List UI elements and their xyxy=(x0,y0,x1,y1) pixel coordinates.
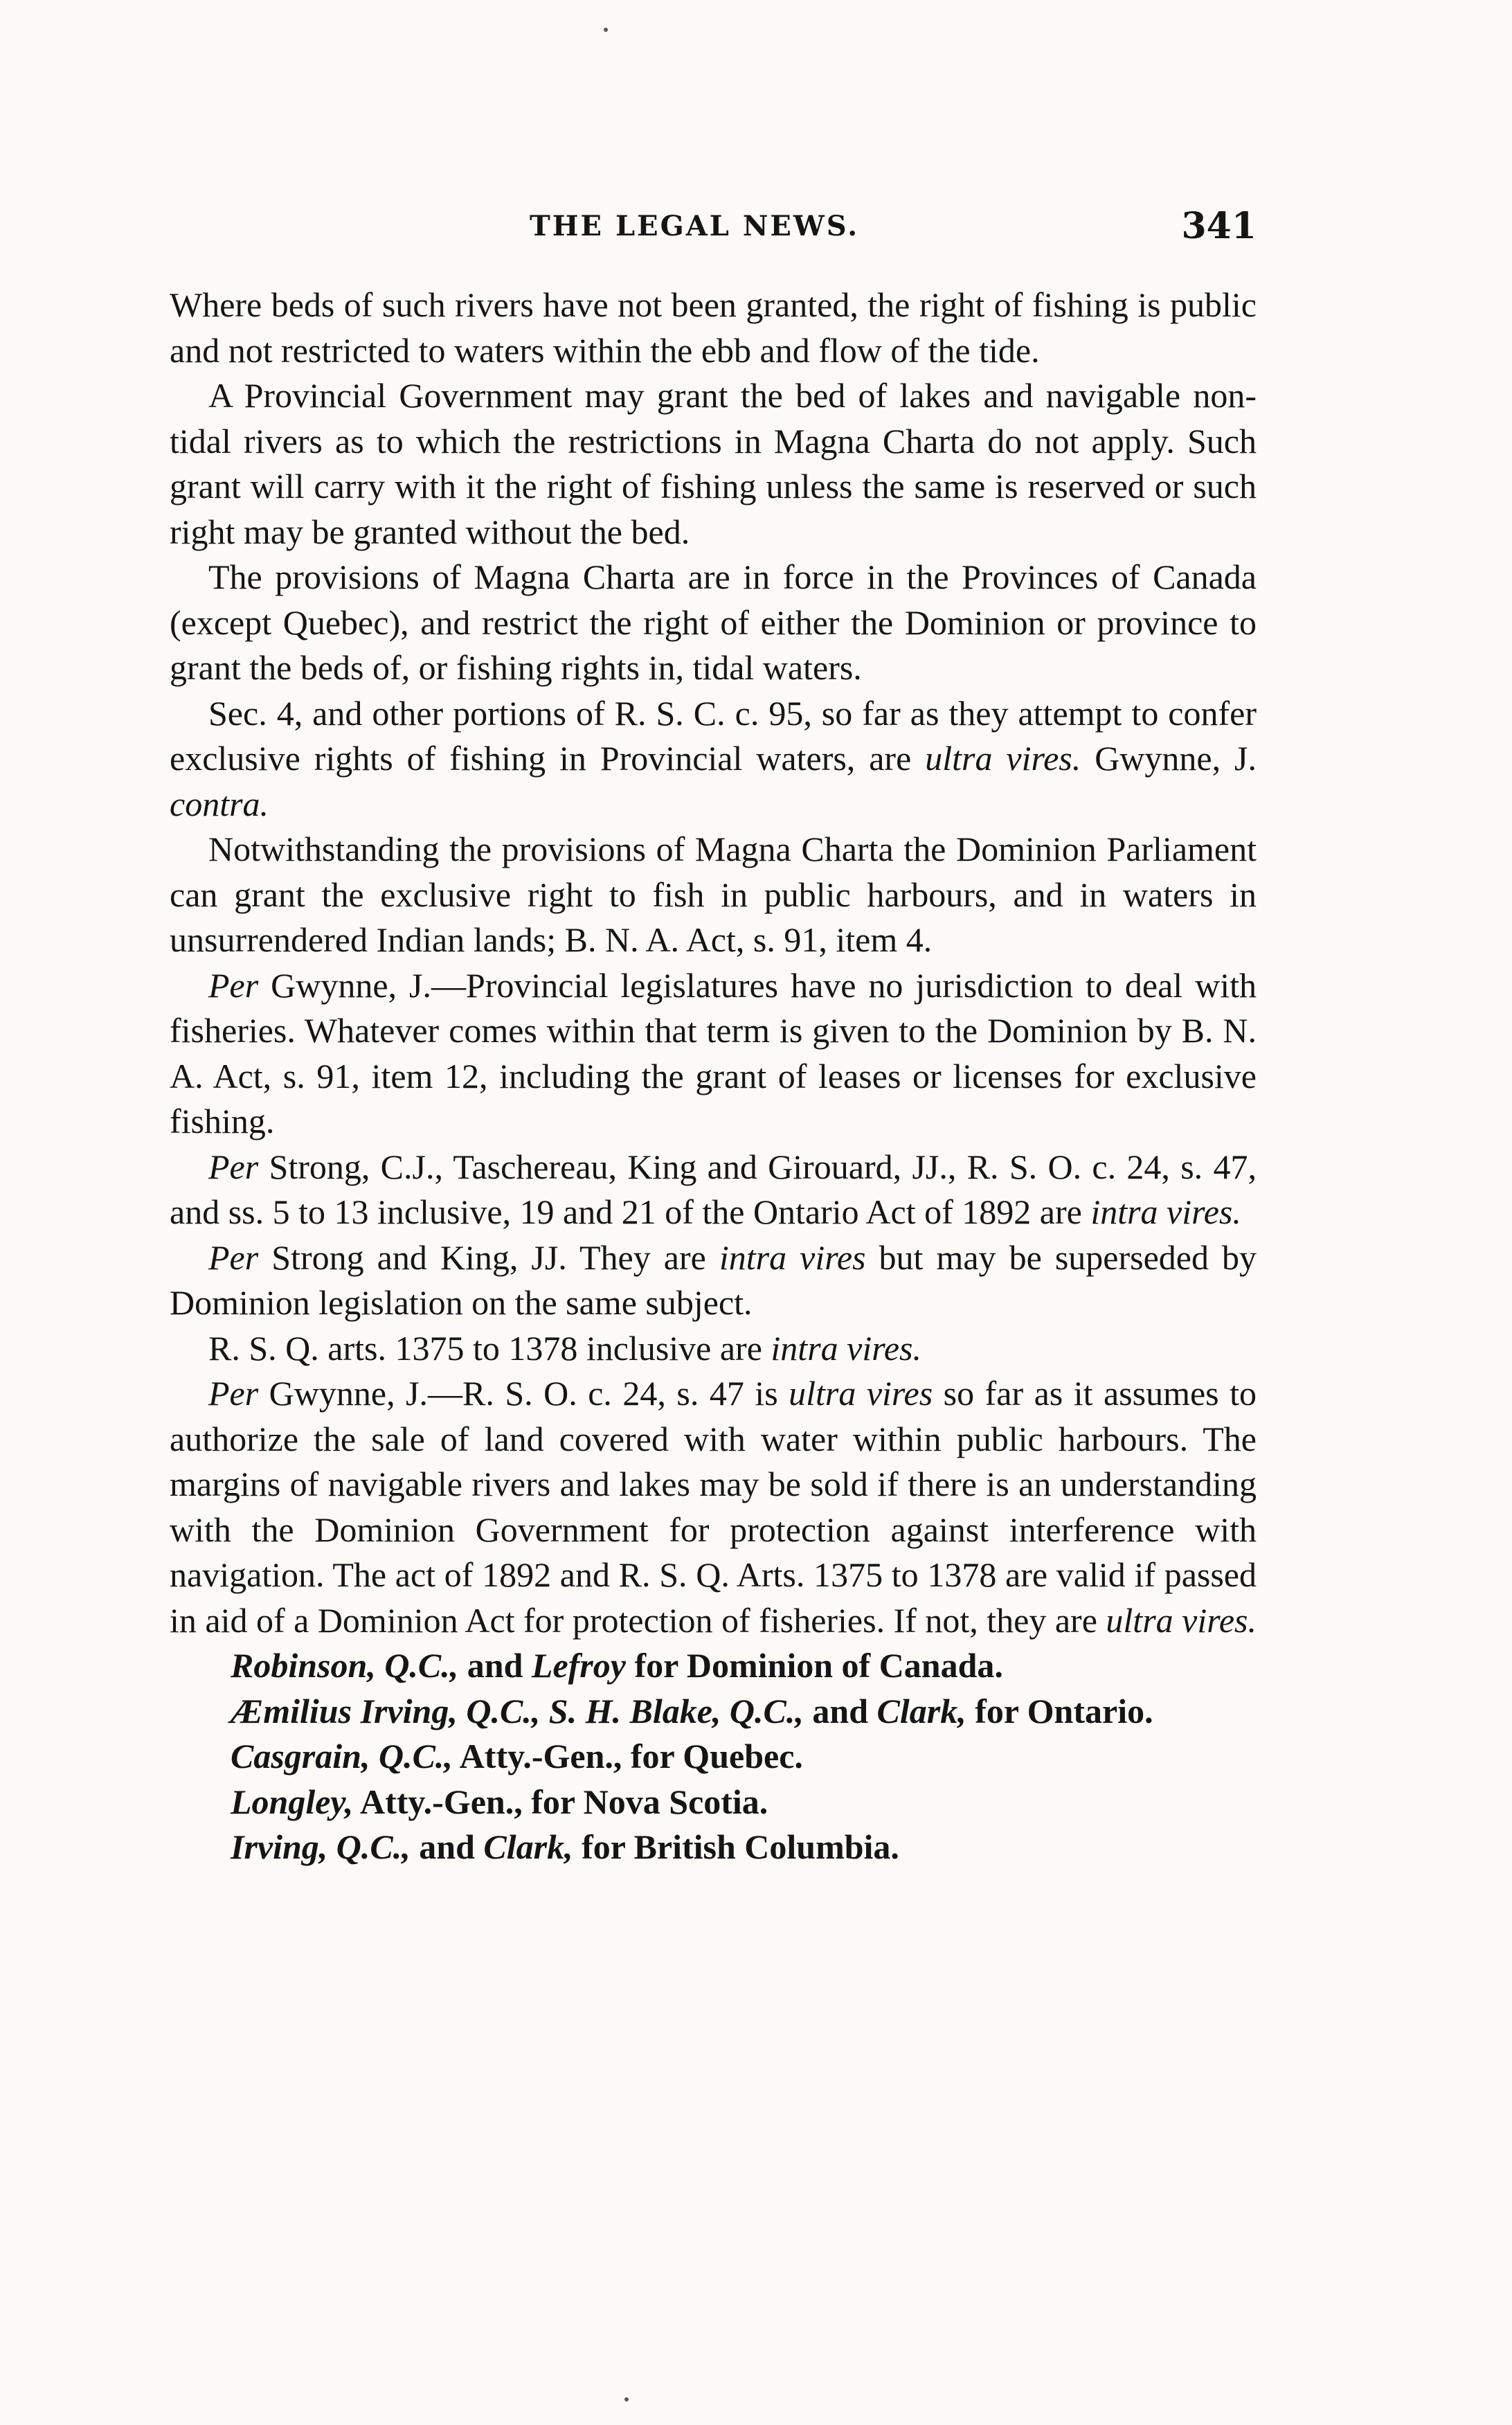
italic-term: ultra vires xyxy=(789,1374,933,1413)
counsel-text: and xyxy=(410,1827,484,1866)
paragraph-text: R. S. Q. arts. 1375 to 1378 inclusive are xyxy=(208,1328,771,1368)
italic-term: Per xyxy=(208,1147,259,1186)
italic-term: intra vires. xyxy=(1090,1192,1241,1231)
paragraph-text: so far as it assumes to authorize the sale of land covered with water within public harbours. The margins of navigable rivers and lakes may be sold if there is an understanding with the Dominion Government for protection against interference with navigation. The act of 1892 and R. S. Q. Arts. 1375 to 1378 are valid if passed in aid of a Dominion Act for protection of fisheries. If not, they are xyxy=(170,1374,1257,1640)
paragraph-text: Notwithstanding the provisions of Magna Charta the Dominion Parliament can grant the exclusive right to fish in public harbours, and in waters in unsurrendered Indian lands; B. N. A. Act, s. 91, item 4. xyxy=(170,830,1257,959)
counsel-text: for Dominion of Canada. xyxy=(625,1646,1003,1685)
counsel-line-4 xyxy=(170,1780,1257,1825)
counsel-name: Lefroy xyxy=(531,1646,626,1685)
italic-term: ultra vires. xyxy=(925,739,1081,778)
counsel-name: Irving, Q.C., xyxy=(231,1827,411,1866)
page-speck-bottom xyxy=(624,2397,629,2401)
counsel-name: Clark, xyxy=(483,1827,573,1866)
counsel-line-2 xyxy=(170,1689,1257,1735)
paragraph-text: Gwynne, J. xyxy=(1081,739,1257,778)
paragraph-9 xyxy=(170,1326,1257,1372)
paragraph-2 xyxy=(170,373,1257,555)
counsel-text: and xyxy=(803,1691,877,1730)
paragraph-text: Strong and King, JJ. They are xyxy=(258,1237,719,1277)
paragraph-3 xyxy=(170,555,1257,691)
counsel-text: and xyxy=(458,1646,532,1685)
counsel-name: Longley, xyxy=(231,1782,354,1821)
paragraph-6 xyxy=(170,963,1257,1145)
page-speck-top xyxy=(604,28,608,32)
counsel-text: Atty.-Gen., for Quebec. xyxy=(452,1737,803,1775)
counsel-name: Robinson, Q.C., xyxy=(231,1646,459,1685)
counsel-text: for Ontario. xyxy=(966,1691,1153,1730)
counsel-line-1 xyxy=(170,1643,1257,1689)
paragraph-text: Where beds of such rivers have not been granted, the right of fishing is public and not restricted to waters within the ebb and flow of the tide. xyxy=(170,285,1257,370)
paragraph-8 xyxy=(170,1235,1257,1326)
page-number: 341 xyxy=(1181,205,1257,247)
counsel-line-5 xyxy=(170,1825,1257,1870)
paragraph-text: A Provincial Government may grant the bed of lakes and navigable non-tidal rivers as to which the restrictions in Magna Charta do not apply. Such grant will carry with it the right of fishing unless the same is reserved or such right may be granted without the bed. xyxy=(170,376,1257,551)
italic-term: intra vires. xyxy=(771,1328,921,1368)
paragraph-text: but may be superseded by Dominion legislation on the same subject. xyxy=(170,1237,1257,1322)
counsel-name: Clark, xyxy=(876,1691,966,1730)
body-text xyxy=(170,283,1257,1870)
paragraph-7 xyxy=(170,1145,1257,1235)
paragraph-4 xyxy=(170,691,1257,827)
counsel-name: Æmilius Irving, Q.C., S. H. Blake, Q.C., xyxy=(231,1691,804,1730)
paragraph-text: Sec. 4, and other portions of R. S. C. c. 95, so far as they attempt to confer exclusive rights of fishing in Provincial waters, are xyxy=(170,693,1257,778)
paragraph-1 xyxy=(170,283,1257,373)
italic-term: Per xyxy=(208,965,259,1005)
italic-term: Per xyxy=(208,1374,259,1413)
running-title: THE LEGAL NEWS. xyxy=(530,210,860,242)
italic-term: ultra vires. xyxy=(1106,1600,1257,1640)
running-head xyxy=(170,202,1257,251)
counsel-text: Atty.-Gen., for Nova Scotia. xyxy=(353,1782,768,1821)
counsel-name: Casgrain, Q.C., xyxy=(231,1737,453,1775)
italic-term: Per xyxy=(208,1237,259,1277)
counsel-line-3 xyxy=(170,1734,1257,1780)
italic-term: intra vires xyxy=(719,1237,866,1277)
paragraph-text: Strong, C.J., Taschereau, King and Girouard, JJ., R. S. O. c. 24, s. 47, and ss. 5 to 13 inclusive, 19 and 21 of the Ontario Act of 1892 are xyxy=(170,1147,1257,1231)
italic-term: contra. xyxy=(170,784,269,823)
paragraph-10 xyxy=(170,1371,1257,1643)
counsel-text: for British Columbia. xyxy=(573,1827,899,1866)
paragraph-text: Gwynne, J.—R. S. O. c. 24, s. 47 is xyxy=(258,1374,789,1413)
paragraph-text: The provisions of Magna Charta are in force in the Provinces of Canada (except Quebec), and restrict the right of either the Dominion or province to grant the beds of, or fishing rights in, tidal waters. xyxy=(170,557,1257,687)
paragraph-text: Gwynne, J.—Provincial legislatures have no jurisdiction to deal with fisheries. Whatever comes within that term is given to the Dominion by B. N. A. Act, s. 91, item 12, including the grant of leases or licenses for exclusive fishing. xyxy=(170,965,1257,1140)
paragraph-5 xyxy=(170,827,1257,963)
